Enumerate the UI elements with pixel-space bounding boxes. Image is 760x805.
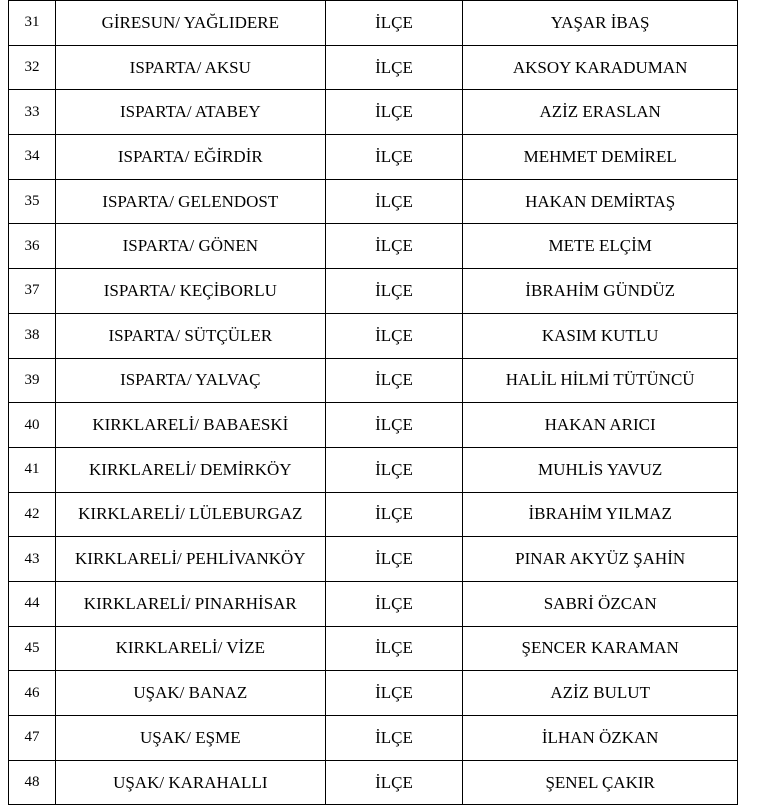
row-number: 43 (9, 537, 56, 582)
type-cell: İLÇE (325, 403, 463, 448)
table-row (9, 760, 738, 805)
location-cell: ISPARTA/ SÜTÇÜLER (55, 313, 325, 358)
row-number: 33 (9, 90, 56, 135)
table-row (9, 224, 738, 269)
table-row (9, 135, 738, 180)
row-number: 44 (9, 581, 56, 626)
location-cell: KIRKLARELİ/ PEHLİVANKÖY (55, 537, 325, 582)
type-cell: İLÇE (325, 671, 463, 716)
name-cell: MUHLİS YAVUZ (463, 447, 738, 492)
name-cell: ŞENEL ÇAKIR (463, 760, 738, 805)
name-cell: HAKAN DEMİRTAŞ (463, 179, 738, 224)
type-cell: İLÇE (325, 269, 463, 314)
row-number: 35 (9, 179, 56, 224)
location-cell: ISPARTA/ GÖNEN (55, 224, 325, 269)
row-number: 45 (9, 626, 56, 671)
location-cell: GİRESUN/ YAĞLIDERE (55, 1, 325, 46)
name-cell: PINAR AKYÜZ ŞAHİN (463, 537, 738, 582)
row-number: 38 (9, 313, 56, 358)
row-number: 48 (9, 760, 56, 805)
row-number: 40 (9, 403, 56, 448)
table-row (9, 358, 738, 403)
type-cell: İLÇE (325, 45, 463, 90)
row-number: 46 (9, 671, 56, 716)
name-cell: İBRAHİM GÜNDÜZ (463, 269, 738, 314)
table-row (9, 45, 738, 90)
type-cell: İLÇE (325, 90, 463, 135)
type-cell: İLÇE (325, 626, 463, 671)
location-cell: ISPARTA/ ATABEY (55, 90, 325, 135)
name-cell: KASIM KUTLU (463, 313, 738, 358)
type-cell: İLÇE (325, 1, 463, 46)
name-cell: AZİZ ERASLAN (463, 90, 738, 135)
type-cell: İLÇE (325, 135, 463, 180)
type-cell: İLÇE (325, 358, 463, 403)
location-cell: ISPARTA/ KEÇİBORLU (55, 269, 325, 314)
row-number: 39 (9, 358, 56, 403)
location-cell: KIRKLARELİ/ LÜLEBURGAZ (55, 492, 325, 537)
appointments-table (8, 0, 738, 805)
table-row (9, 581, 738, 626)
name-cell: MEHMET DEMİREL (463, 135, 738, 180)
location-cell: ISPARTA/ YALVAÇ (55, 358, 325, 403)
type-cell: İLÇE (325, 492, 463, 537)
location-cell: UŞAK/ BANAZ (55, 671, 325, 716)
row-number: 32 (9, 45, 56, 90)
table-row (9, 716, 738, 761)
location-cell: UŞAK/ KARAHALLI (55, 760, 325, 805)
type-cell: İLÇE (325, 179, 463, 224)
name-cell: HAKAN ARICI (463, 403, 738, 448)
type-cell: İLÇE (325, 537, 463, 582)
table-row (9, 269, 738, 314)
row-number: 37 (9, 269, 56, 314)
name-cell: İBRAHİM YILMAZ (463, 492, 738, 537)
name-cell: ŞENCER KARAMAN (463, 626, 738, 671)
table-row (9, 90, 738, 135)
type-cell: İLÇE (325, 224, 463, 269)
table-row (9, 537, 738, 582)
name-cell: İLHAN ÖZKAN (463, 716, 738, 761)
table-row (9, 313, 738, 358)
row-number: 41 (9, 447, 56, 492)
row-number: 36 (9, 224, 56, 269)
location-cell: KIRKLARELİ/ DEMİRKÖY (55, 447, 325, 492)
table-row (9, 492, 738, 537)
type-cell: İLÇE (325, 760, 463, 805)
name-cell: METE ELÇİM (463, 224, 738, 269)
table-row (9, 1, 738, 46)
table-row (9, 626, 738, 671)
location-cell: UŞAK/ EŞME (55, 716, 325, 761)
location-cell: KIRKLARELİ/ BABAESKİ (55, 403, 325, 448)
row-number: 31 (9, 1, 56, 46)
type-cell: İLÇE (325, 447, 463, 492)
type-cell: İLÇE (325, 581, 463, 626)
row-number: 42 (9, 492, 56, 537)
name-cell: HALİL HİLMİ TÜTÜNCÜ (463, 358, 738, 403)
location-cell: ISPARTA/ GELENDOST (55, 179, 325, 224)
name-cell: YAŞAR İBAŞ (463, 1, 738, 46)
name-cell: SABRİ ÖZCAN (463, 581, 738, 626)
table-row (9, 447, 738, 492)
location-cell: ISPARTA/ EĞİRDİR (55, 135, 325, 180)
table-row (9, 403, 738, 448)
table-row (9, 179, 738, 224)
row-number: 47 (9, 716, 56, 761)
type-cell: İLÇE (325, 716, 463, 761)
row-number: 34 (9, 135, 56, 180)
table-row (9, 671, 738, 716)
location-cell: KIRKLARELİ/ PINARHİSAR (55, 581, 325, 626)
location-cell: ISPARTA/ AKSU (55, 45, 325, 90)
name-cell: AKSOY KARADUMAN (463, 45, 738, 90)
name-cell: AZİZ BULUT (463, 671, 738, 716)
location-cell: KIRKLARELİ/ VİZE (55, 626, 325, 671)
type-cell: İLÇE (325, 313, 463, 358)
